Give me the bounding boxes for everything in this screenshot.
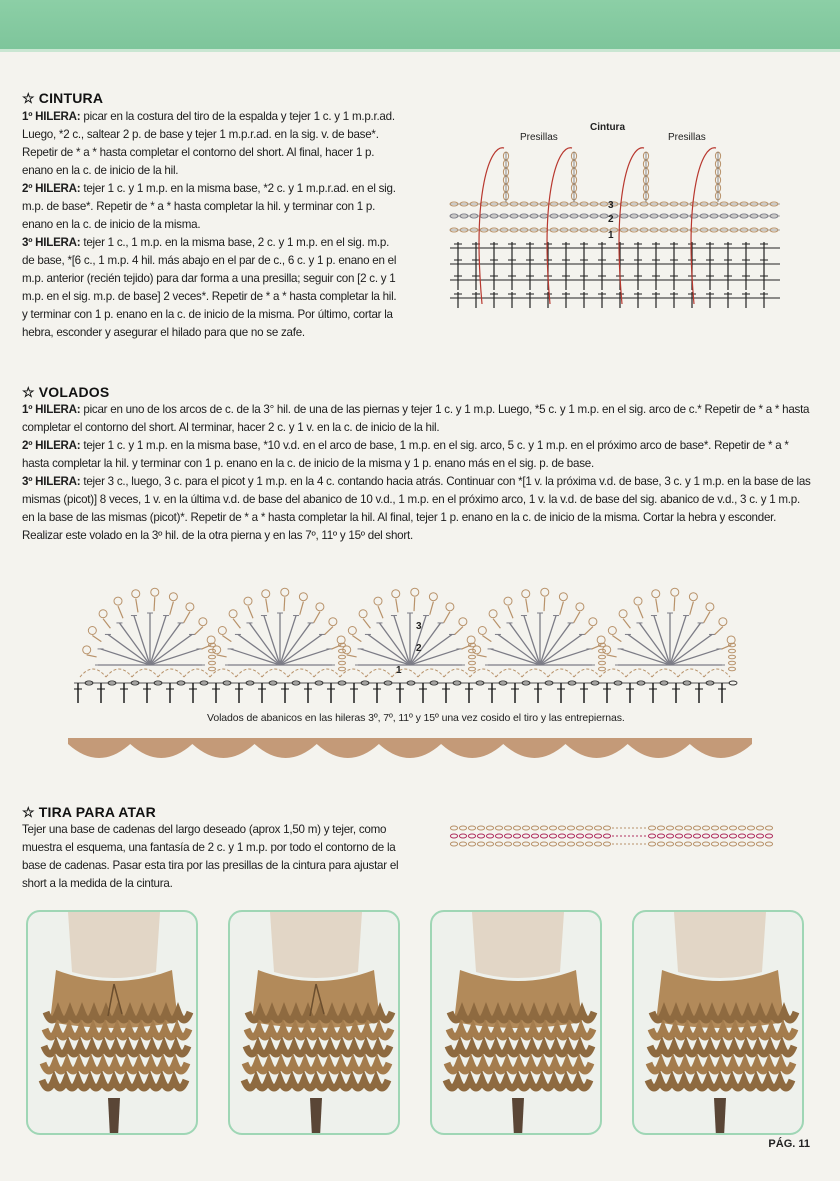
fan-stitch-chart: [74, 588, 737, 703]
page-number: PÁG. 11: [768, 1138, 810, 1150]
row-text: tejer 3 c., luego, 3 c. para el picot y 1 m.p. en la 4 c. contando hacia atrás. Continuar con *[1 v. la próxima v.d. de base, 3 c. y 1 m.p. en la base de las mismas (picot)] 8 veces, 1 v. en la última v.d. de base del abanico de 10 v.d., 1 m.p. en el próximo arco, 1 v. la v.d. de base del sig. abanico de v.d., 3 c. y 1 m.p. en la base de las mismas (picot)*. Repetir de * a * hasta completar la hil. Al final, tejer 1 p. enano en la c. de inicio de la misma. Cortar la hebra y esconder.: [22, 475, 811, 524]
row-label: 1º HILERA:: [22, 403, 81, 416]
header-band: [0, 0, 840, 52]
row-label: 3º HILERA:: [22, 475, 81, 488]
cintura-stitch-grid: [450, 148, 780, 308]
volados-heading: [22, 384, 812, 400]
shorts-illustration: [28, 912, 198, 1135]
volados-title: VOLADOS: [38, 384, 110, 400]
tira-section: [22, 804, 400, 893]
cintura-title: CINTURA: [38, 90, 104, 106]
tira-title: TIRA PARA ATAR: [38, 804, 156, 820]
row-text: picar en uno de los arcos de c. de la 3° hil. de una de las piernas y tejer 1 c. y 1 m.p. Luego, *5 c. y 1 m.p. en el sig. arco de c.* Repetir de * a * hasta completar el contorno del short. Al terminar, hacer 2 c. y 1 v. en la c. de inicio de la hil.: [22, 403, 810, 434]
row-text: Realizar este volado en la 3º hil. de la otra pierna y en las 7º, 11º y 15º del short.: [22, 529, 413, 542]
shorts-illustration: [230, 912, 400, 1135]
shorts-illustration: [432, 912, 602, 1135]
row-number-2: 2: [608, 214, 614, 225]
star-icon: ☆: [22, 384, 35, 400]
cintura-diagram-title: Cintura: [590, 122, 625, 133]
row-text: tejer 1 c. y 1 m.p. en la misma base, *2 c. y 1 m.p.r.ad. en el sig. m.p. de base*. Repetir de * a * hasta completar la hil. y terminar con 1 p. enano en la c. de inicio de la misma.: [22, 182, 396, 231]
presillas-right-label: Presillas: [668, 132, 706, 143]
tira-heading: [22, 804, 400, 820]
scallop-edge: [68, 738, 752, 768]
row-label: 3º HILERA:: [22, 236, 81, 249]
row-text: tejer 1 c. y 1 m.p. en la misma base, *10 v.d. en el arco de base, 1 m.p. en el sig. arco, 5 c. y 1 m.p. en el próximo arco de base*. Repetir de * a * hasta completar la hil. y terminar con 1 p. enano en la c. de inicio de la misma y 1 p. enano más en el sig. p. de base.: [22, 439, 789, 470]
tira-diagram: [448, 822, 778, 856]
cintura-text: [22, 108, 404, 342]
star-icon: ☆: [22, 804, 35, 820]
volados-section: [22, 384, 812, 545]
row-number-1: 1: [608, 230, 614, 241]
row-label: 1º HILERA:: [22, 110, 81, 123]
cintura-heading: [22, 90, 404, 106]
volados-text: [22, 401, 812, 545]
row-label: 2º HILERA:: [22, 439, 81, 452]
cintura-section: [22, 90, 404, 342]
row-text: tejer 1 c., 1 m.p. en la misma base, 2 c. y 1 m.p. en el sig. m.p. de base, *[6 c., 1 m.p. 4 hil. más abajo en el par de c., 6 c. y 1 p. enano en el m.p. anterior (recién tejido) para dar forma a una presilla; seguir con [2 c. y 1 m.p. en el sig. m.p. de base] 2 veces*. Repetir de * a * hasta completar la hil. y terminar con 1 p. enano en la c. de inicio de la misma. Por último, cortar la hebra, esconder y asegurar el hilado para que no se zafe.: [22, 236, 397, 339]
row-number-3: 3: [608, 200, 614, 211]
photo-shorts-back: [632, 910, 804, 1135]
volados-diagram: [60, 565, 740, 715]
fan-row-1: 1: [396, 665, 402, 676]
row-text: picar en la costura del tiro de la espalda y tejer 1 c. y 1 m.p.r.ad. Luego, *2 c., saltear 2 p. de base y tejer 1 m.p.r.ad. en la sig. v. de base*. Repetir de * a * hasta completar el contorno del short. Al final, hacer 1 p. enano en la c. de inicio de la hil.: [22, 110, 395, 177]
fan-row-2: 2: [416, 643, 422, 654]
tira-text: Tejer una base de cadenas del largo deseado (aprox 1,50 m) y tejer, como muestra el esquema, una fantasía de 2 c. y 1 m.p. por todo el contorno de la base de cadenas. Pasar esta tira por las presillas de la cintura para ajustar el short a la medida de la cintura.: [22, 823, 399, 890]
shorts-illustration: [634, 912, 804, 1135]
photo-shorts-front-angle: [228, 910, 400, 1135]
photo-shorts-front: [26, 910, 198, 1135]
row-label: 2º HILERA:: [22, 182, 81, 195]
fan-row-3: 3: [416, 621, 422, 632]
cintura-diagram: [440, 112, 800, 322]
presillas-left-label: Presillas: [520, 132, 558, 143]
star-icon: ☆: [22, 90, 35, 106]
photo-shorts-back-angle: [430, 910, 602, 1135]
volados-caption: Volados de abanicos en las hileras 3º, 7º, 11º y 15º una vez cosido el tiro y las entrepiernas.: [207, 712, 625, 724]
